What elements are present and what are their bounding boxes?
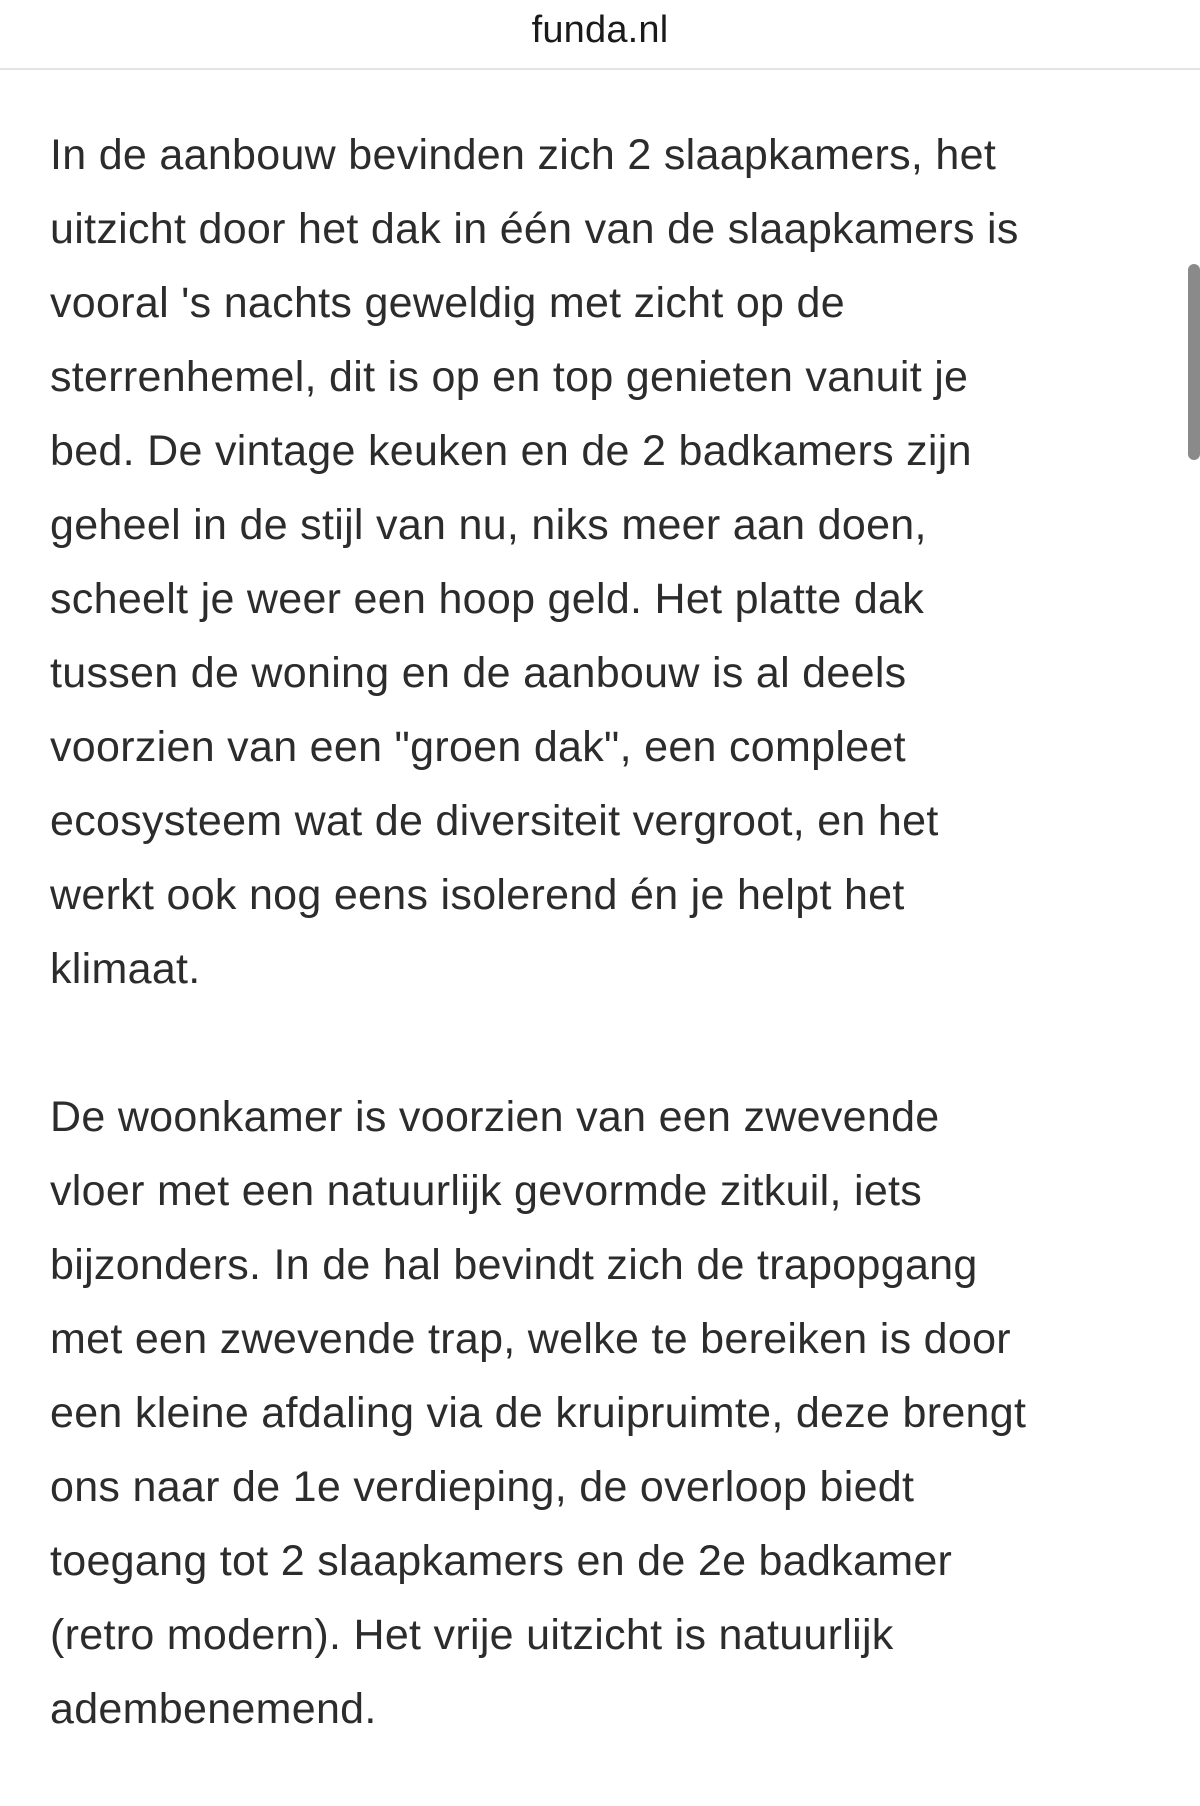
text-line: scheelt je weer een hoop geld. Het platte dak <box>50 575 925 623</box>
text-line: bijzonders. In de hal bevindt zich de trapopgang <box>50 1241 978 1289</box>
text-line: uitzicht door het dak in één van de slaapkamers is <box>50 205 1019 253</box>
text-line: werkt ook nog eens isolerend én je helpt het <box>50 871 905 919</box>
browser-address-bar[interactable] <box>0 0 1200 70</box>
text-line: klimaat. <box>50 945 201 993</box>
text-line: bed. De vintage keuken en de 2 badkamers zijn <box>50 427 972 475</box>
text-line: vooral 's nachts geweldig met zicht op de <box>50 279 845 327</box>
text-line: ons naar de 1e verdieping, de overloop biedt <box>50 1463 915 1511</box>
text-line: ecosysteem wat de diversiteit vergroot, en het <box>50 797 939 845</box>
text-line: (retro modern). Het vrije uitzicht is natuurlijk <box>50 1611 894 1659</box>
text-line: geheel in de stijl van nu, niks meer aan doen, <box>50 501 927 549</box>
text-line: met een zwevende trap, welke te bereiken is door <box>50 1315 1011 1363</box>
text-line: In de aanbouw bevinden zich 2 slaapkamers, het <box>50 131 997 179</box>
text-line: voorzien van een "groen dak", een compleet <box>50 723 906 771</box>
text-line: tussen de woning en de aanbouw is al deels <box>50 649 907 697</box>
listing-description <box>50 118 1160 1746</box>
description-paragraph-2 <box>50 1080 1160 1746</box>
description-paragraph-1 <box>50 118 1160 1006</box>
text-line: een kleine afdaling via de kruipruimte, deze brengt <box>50 1389 1027 1437</box>
page-domain[interactable]: funda.nl <box>531 9 669 51</box>
text-line: toegang tot 2 slaapkamers en de 2e badkamer <box>50 1537 953 1585</box>
text-line: sterrenhemel, dit is op en top genieten vanuit je <box>50 353 969 401</box>
text-line: adembenemend. <box>50 1685 377 1733</box>
text-line: vloer met een natuurlijk gevormde zitkuil, iets <box>50 1167 923 1215</box>
vertical-scrollbar[interactable] <box>1188 264 1200 460</box>
text-line: De woonkamer is voorzien van een zwevende <box>50 1093 940 1141</box>
